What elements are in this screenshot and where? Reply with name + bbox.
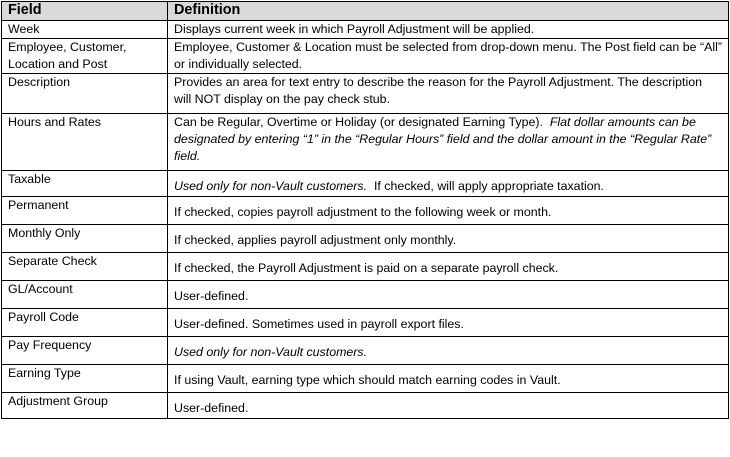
field-cell: Permanent xyxy=(2,197,168,225)
definition-cell xyxy=(168,171,729,197)
field-cell: Payroll Code xyxy=(2,309,168,337)
definition-italic-text: Used only for non-Vault customers. xyxy=(174,179,368,193)
table-row xyxy=(2,281,729,309)
field-cell: GL/Account xyxy=(2,281,168,309)
table-row xyxy=(2,171,729,197)
definition-cell: Provides an area for text entry to describe the reason for the Payroll Adjustment. The description will NOT display on the pay check stub. xyxy=(168,74,729,114)
field-cell: Employee, Customer, Location and Post xyxy=(2,39,168,74)
definition-cell: User-defined. xyxy=(168,281,729,309)
table-row xyxy=(2,225,729,253)
definition-cell: If checked, the Payroll Adjustment is paid on a separate payroll check. xyxy=(168,253,729,281)
field-cell: Pay Frequency xyxy=(2,337,168,365)
field-cell: Week xyxy=(2,21,168,39)
field-cell: Adjustment Group xyxy=(2,393,168,419)
field-cell: Monthly Only xyxy=(2,225,168,253)
table-header-row xyxy=(2,2,729,21)
table-row xyxy=(2,39,729,74)
definition-text: Can be Regular, Overtime or Holiday (or designated Earning Type). xyxy=(174,115,543,129)
table-row xyxy=(2,74,729,114)
table-row xyxy=(2,365,729,393)
table-row xyxy=(2,337,729,365)
definition-column-header: Definition xyxy=(168,2,729,21)
definition-cell: Employee, Customer & Location must be selected from drop-down menu. The Post field can be “All” or individually selected. xyxy=(168,39,729,74)
definition-cell: User-defined. Sometimes used in payroll export files. xyxy=(168,309,729,337)
table-row xyxy=(2,309,729,337)
field-cell: Hours and Rates xyxy=(2,114,168,171)
table-row xyxy=(2,253,729,281)
table-row xyxy=(2,197,729,225)
table-row xyxy=(2,114,729,171)
field-definition-table xyxy=(1,1,729,419)
field-column-header: Field xyxy=(2,2,168,21)
definition-text: If checked, will apply appropriate taxation. xyxy=(373,179,604,193)
table-row xyxy=(2,393,729,419)
definition-cell: Used only for non-Vault customers. xyxy=(168,337,729,365)
definition-cell: Displays current week in which Payroll Adjustment will be applied. xyxy=(168,21,729,39)
definition-cell: If checked, copies payroll adjustment to the following week or month. xyxy=(168,197,729,225)
table-row xyxy=(2,21,729,39)
definition-cell: If using Vault, earning type which should match earning codes in Vault. xyxy=(168,365,729,393)
definition-cell: If checked, applies payroll adjustment only monthly. xyxy=(168,225,729,253)
field-cell: Description xyxy=(2,74,168,114)
field-cell: Separate Check xyxy=(2,253,168,281)
field-cell: Earning Type xyxy=(2,365,168,393)
field-cell: Taxable xyxy=(2,171,168,197)
definition-cell: User-defined. xyxy=(168,393,729,419)
definition-cell xyxy=(168,114,729,171)
definition-italic-text: Flat dollar amounts can be designated by entering “1” in the “Regular Hours” field and the dollar amount in the “Regular Rate” field. xyxy=(174,115,712,163)
